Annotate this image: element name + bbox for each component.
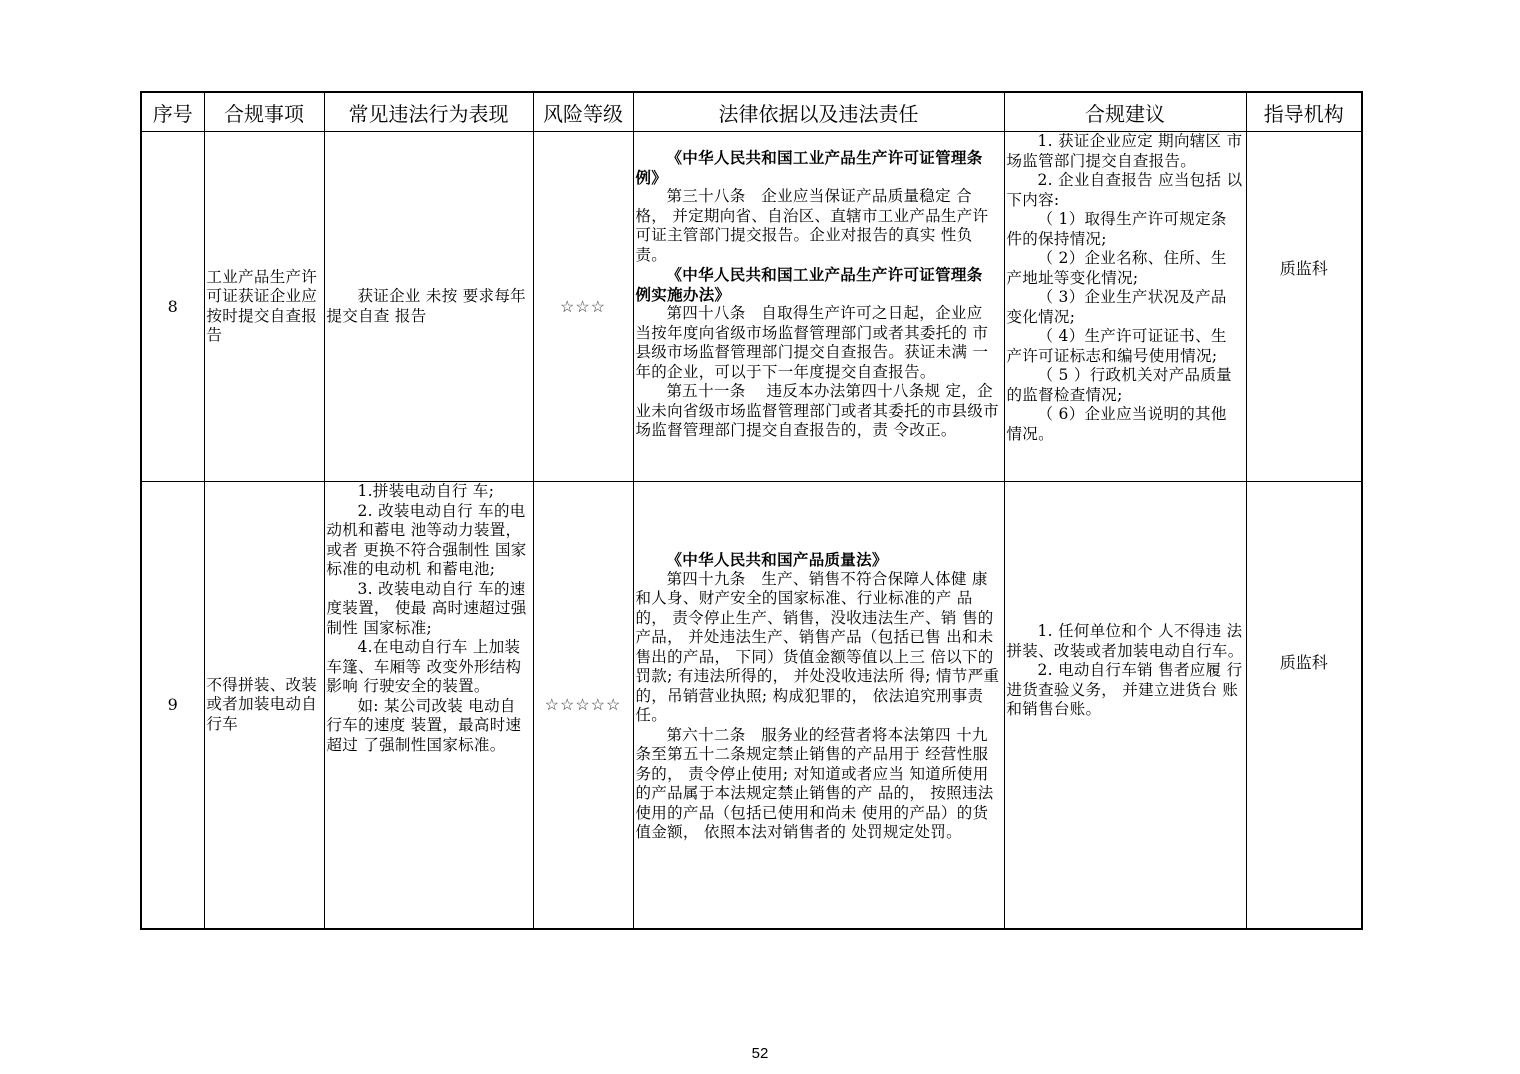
guiding-org bbox=[1246, 482, 1362, 929]
header-law: 法律依据以及违法责任 bbox=[633, 92, 1004, 132]
law-title: 《中华人民共和国产品质量法》 bbox=[666, 550, 888, 569]
row-item: 不得拼装、改装或者加装电动自行车 bbox=[204, 482, 324, 929]
risk-level: ☆☆☆☆☆ bbox=[533, 482, 633, 929]
advice-text: 1. 任何单位和个 人不得违 法拼装、改装或者加装电动自行车。 bbox=[1006, 622, 1244, 660]
compliance-table bbox=[140, 91, 1363, 930]
header-item: 合规事项 bbox=[204, 92, 324, 132]
row-item: 工业产品生产许可证获证企业应按时提交自查报告 bbox=[204, 132, 324, 482]
advice-text: （ 6）企业应当说明的其他 情况。 bbox=[1006, 405, 1227, 443]
row-number: 9 bbox=[141, 482, 204, 929]
behavior-text: 2. 改装电动自行 车的电动机和蓄电 池等动力装置， 或者 更换不符合强制性 国家标准的电动机 和蓄电池; bbox=[326, 501, 527, 578]
org-label: 质监科 bbox=[1279, 259, 1328, 278]
law-article: 第六十二条 服务业的经营者将本法第四 十九条至第五十二条规定禁止销售的产品用于 经营性服务的， 责令停止使用; 对知道或者应当 知道所使用的产品属于本法规定禁止销售的产 品的， 按照违法使用的产品（包括已使用和尚未 使用的产品）的货值金额， 依照本法对销售者的 处罚规定处罚。 bbox=[635, 725, 994, 841]
advice-text: （ 4）生产许可证证书、生 产许可证标志和编号使用情况; bbox=[1006, 327, 1227, 365]
row-behaviors bbox=[324, 482, 533, 929]
law-article: 第三十八条 企业应当保证产品质量稳定 合格， 并定期向省、自治区、直辖市工业产品生产许可证主管部门提交报告。企业对报告的真实 性负责。 bbox=[635, 187, 989, 264]
behavior-text: 获证企业 未按 要求每年提交自查 报告 bbox=[326, 287, 526, 325]
table-row bbox=[141, 482, 1362, 929]
table-header-row bbox=[141, 92, 1362, 132]
advice-text: （ 3）企业生产状况及产品 变化情况; bbox=[1006, 288, 1227, 326]
header-org: 指导机构 bbox=[1246, 92, 1362, 132]
risk-level: ☆☆☆ bbox=[533, 132, 633, 482]
row-law bbox=[633, 132, 1004, 482]
advice-text: 1. 获证企业应定 期向辖区 市场监管部门提交自查报告。 bbox=[1006, 132, 1243, 170]
row-advice bbox=[1004, 482, 1246, 929]
row-number: 8 bbox=[141, 132, 204, 482]
page-number: 52 bbox=[751, 1045, 769, 1062]
law-article: 第四十八条 自取得生产许可之日起，企业应 当按年度向省级市场监督管理部门或者其委托的 市县级市场监督管理部门提交自查报告。获证未满 一年的企业，可以于下一年度提交自查报告。 bbox=[635, 304, 989, 381]
law-article: 第五十一条 违反本办法第四十八条规 定，企业未向省级市场监督管理部门或者其委托的市县级市场监督管理部门提交自查报告的，责 令改正。 bbox=[635, 382, 999, 439]
guiding-org bbox=[1246, 132, 1362, 482]
header-no: 序号 bbox=[141, 92, 204, 132]
header-risk: 风险等级 bbox=[533, 92, 633, 132]
behavior-text: 4.在电动自行车 上加装车篷、车厢等 改变外形结构影响 行驶安全的装置。 bbox=[326, 638, 522, 695]
row-advice bbox=[1004, 132, 1246, 482]
advice-text: 2. 企业自查报告 应当包括 以下内容: bbox=[1006, 171, 1243, 209]
org-label: 质监科 bbox=[1279, 653, 1328, 672]
behavior-text: 如: 某公司改装 电动自行车的速度 装置，最高时速超过 了强制性国家标准。 bbox=[326, 696, 522, 754]
behavior-text: 3. 改装电动自行 车的速度装置， 使最 高时速超过强制性 国家标准; bbox=[326, 579, 527, 637]
header-advice: 合规建议 bbox=[1004, 92, 1246, 132]
table-row bbox=[141, 132, 1362, 482]
law-title: 《中华人民共和国工业产品生产许可证管理条 例实施办法》 bbox=[635, 265, 983, 304]
law-article: 第四十九条 生产、销售不符合保障人体健 康和人身、财产安全的国家标准、行业标准的产 品的， 责令停止生产、销售，没收违法生产、销 售的产品， 并处违法生产、销售产品（包括已售 出和未售出的产品， 下同）货值金额等值以上三 倍以下的罚款; 有违法所得的， 并处没收违法所 得; 情节严重的，吊销营业执照; 构成犯罪的， 依法追究刑事责任。 bbox=[635, 569, 1000, 724]
row-law bbox=[633, 482, 1004, 929]
header-behaviors: 常见违法行为表现 bbox=[324, 92, 533, 132]
behavior-text: 1.拼装电动自行 车; bbox=[357, 482, 495, 500]
advice-text: （ 1）取得生产许可规定条 件的保持情况; bbox=[1006, 210, 1227, 248]
row-behaviors bbox=[324, 132, 533, 482]
advice-text: 2. 电动自行车销 售者应履 行进货查验义务， 并建立进货台 账和销售台账。 bbox=[1006, 661, 1243, 718]
advice-text: （ 5 ）行政机关对产品质量 的监督检查情况; bbox=[1006, 366, 1232, 404]
advice-text: （ 2）企业名称、住所、生 产地址等变化情况; bbox=[1006, 249, 1227, 287]
law-title: 《中华人民共和国工业产品生产许可证管理条 例》 bbox=[635, 148, 983, 187]
